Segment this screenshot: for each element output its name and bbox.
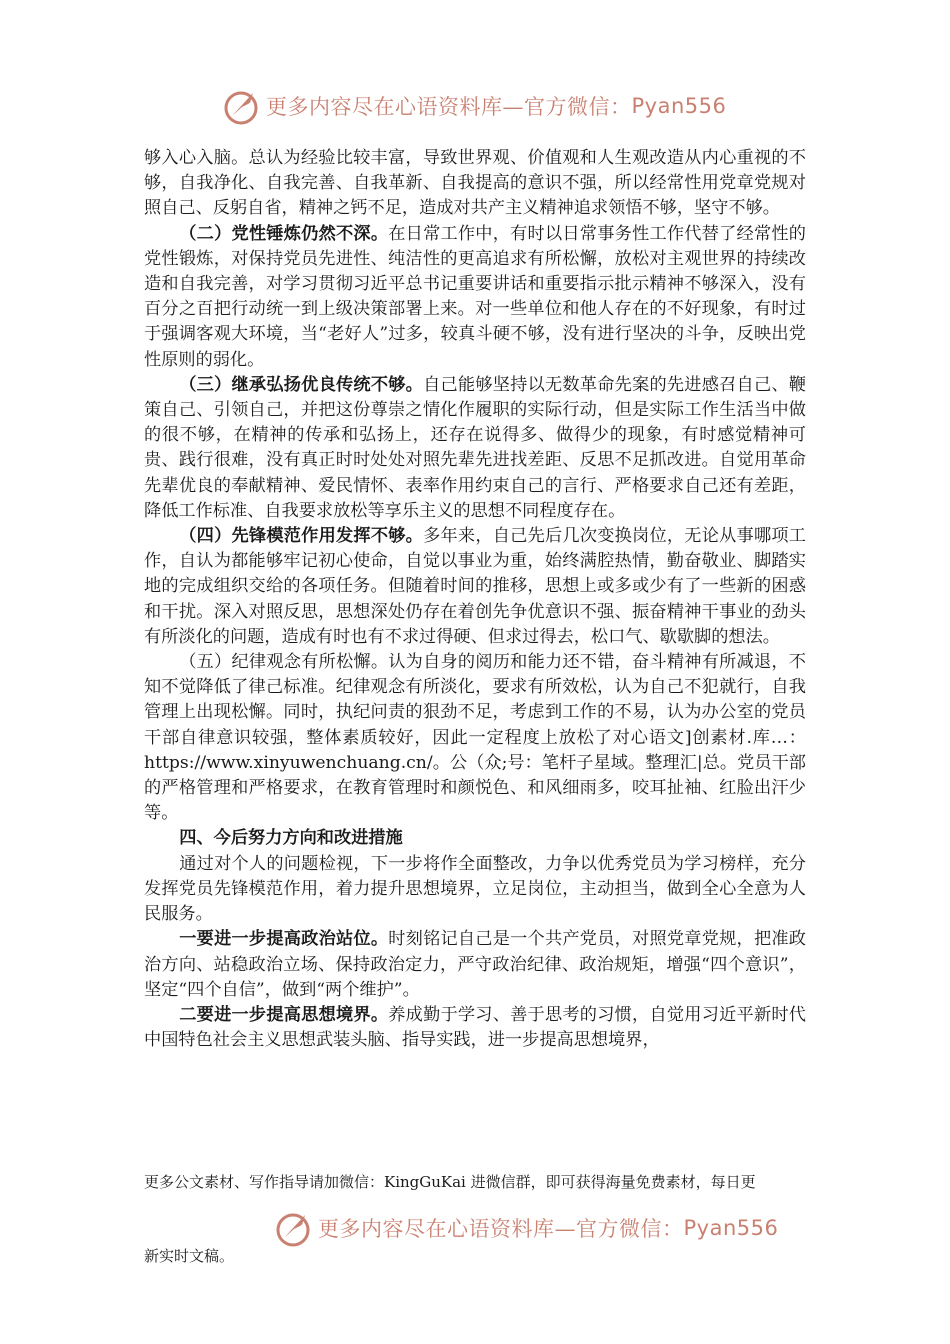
paragraph-body: 时刻铭记自己是一个共产党员，对照党章党规，把准政治方向、站稳政治立场、保持政治定力，严守政治纪律、政治规矩，增强“四个意识”，坚定“四个自信”，做到“两个维护”。 [144,929,806,1000]
footer-banner [274,1206,778,1250]
paragraph [144,146,806,222]
paragraph [144,650,806,826]
footer-note-continued: 新实时文稿。 [144,1247,235,1265]
banner-wechat-id: Pyan556 [631,94,727,118]
paragraph [144,373,806,524]
paragraph-body: 自己能够坚持以无数革命先案的先进感召自己、鞭策自己、引领自己，并把这份尊崇之情化作履职的实际行动，但是实际工作生活当中做的很不够，在精神的传承和弘扬上，还存在说得多、做得少的现象，有时感觉精神可贵、践行很难，没有真正时时处处对照先辈先进找差距、反思不足抓改进。自觉用革命先辈优良的奉献精神、爱民情怀、表率作用约束自己的言行、严格要求自己还有差距，降低工作标准、自我要求放松等享乐主义的思想不同程度存在。 [144,374,806,521]
quill-logo-icon [222,86,262,126]
paragraph [144,524,806,650]
document-body [144,146,806,1053]
paragraph [144,927,806,1003]
section-heading: 四、今后努力方向和改进措施 [179,828,403,849]
paragraph-body: （五）纪律观念有所松懈。认为自身的阅历和能力还不错，奋斗精神有所减退，不知不觉降低了律己标准。纪律观念有所淡化，要求有所效松，认为自己不犯就行，自我管理上出现松懈。同时，执纪问责的狠劲不足，考虑到工作的不易，认为办公室的党员干部自律意识较强，整体素质较好，因此一定程度上放松了对心语文]创素材.库…：https://www.xinyuwenchuang.cn/。公（众;号：笔杆子星域。整理汇|总。党员干部的严格管理和严格要求，在教育管理时和颜悦色、和风细雨多，咬耳扯袖、红脸出汗少等。 [144,652,806,824]
footer-note: 更多公文素材、写作指导请加微信：KingGuKai 进微信群，即可获得海量免费素材，每日更 [144,1173,756,1191]
paragraph-lead: 一要进一步提高政治站位。 [179,929,389,950]
paragraph-body: 多年来，自己先后几次变换岗位，无论从事哪项工作，自认为都能够牢记初心使命，自觉以事业为重，始终满腔热情，勤奋敬业、脚踏实地的完成组织交给的各项任务。但随着时间的推移，思想上或多或少有了一些新的困惑和干扰。深入对照反思，思想深处仍存在着创先争优意识不强、振奋精神干事业的劲头有所淡化的问题，造成有时也有不求过得硬、但求过得去，松口气、歇歇脚的想法。 [144,526,806,647]
paragraph [144,1003,806,1053]
paragraph [144,852,806,928]
paragraph-lead: （四）先锋模范作用发挥不够。 [179,526,424,547]
paragraph-lead: （三）继承弘扬优良传统不够。 [179,374,424,395]
paragraph-body: 够入心入脑。总认为经验比较丰富，导致世界观、价值观和人生观改造从内心重视的不够，自我净化、自我完善、自我革新、自我提高的意识不强，所以经常性用党章党规对照自己、反躬自省，精神之钙不足，造成对共产主义精神追求领悟不够，坚守不够。 [144,148,806,219]
header-banner [222,84,726,128]
banner-wechat-id: Pyan556 [683,1216,779,1240]
quill-logo-icon [274,1208,314,1248]
paragraph-body: 养成勤于学习、善于思考的习惯，自觉用习近平新时代中国特色社会主义思想武装头脑、指导实践，进一步提高思想境界， [144,1004,806,1051]
banner-text: 更多内容尽在心语资料库—官方微信： [266,95,632,119]
paragraph-body: 在日常工作中，有时以日常事务性工作代替了经常性的党性锻炼，对保持党员先进性、纯洁性的更高追求有所松懈，放松对主观世界的持续改造和自我完善，对学习贯彻习近平总书记重要讲话和重要指示批示精神不够深入，没有百分之百把行动统一到上级决策部署上来。对一些单位和他人存在的不好现象，有时过于强调客观大环境，当“老好人”过多，较真斗硬不够，没有进行坚决的斗争，反映出党性原则的弱化。 [144,223,806,370]
paragraph-body: 通过对个人的问题检视，下一步将作全面整改，力争以优秀党员为学习榜样，充分发挥党员先锋模范作用，着力提升思想境界，立足岗位，主动担当，做到全心全意为人民服务。 [144,853,806,925]
paragraph-lead: （二）党性锤炼仍然不深。 [179,223,389,244]
paragraph [144,222,806,373]
paragraph-lead: 二要进一步提高思想境界。 [179,1004,389,1025]
banner-text: 更多内容尽在心语资料库—官方微信： [318,1217,684,1241]
